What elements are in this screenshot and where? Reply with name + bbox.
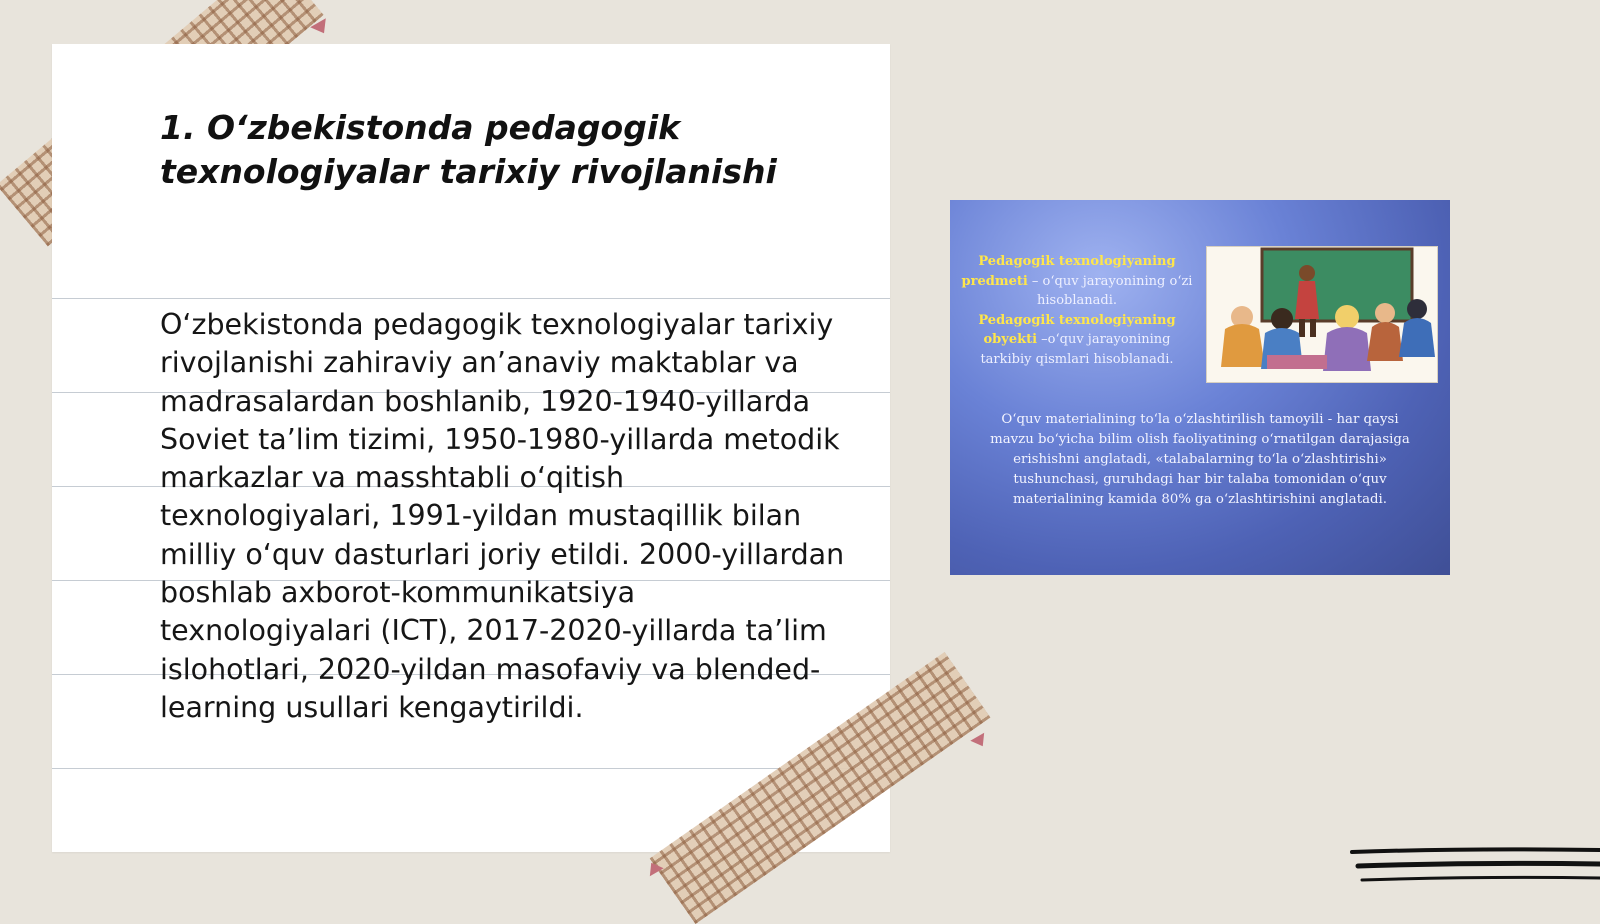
- brush-stroke-decoration: [1348, 846, 1600, 900]
- definition-predmet: – o‘quv jarayonining o‘zi hisoblanadi.: [1027, 273, 1193, 308]
- term-predmet: Pedagogik texnologiyaning predmeti: [961, 254, 1176, 289]
- ruled-line: [52, 298, 890, 299]
- slide-paragraph: O‘quv materialining to‘la o‘zlashtirilish tamoyili - har qaysi mavzu bo‘yicha bilim olish faoliyatining o‘rnatilgan darajasiga erishishni anglatadi, «talabalarning to‘la o‘zlashtirishi» tushunchasi, guruhdagi har bir talaba tomonidan o‘quv materialining kamida 80% ga o‘zlashtirishini anglatadi.: [990, 412, 1410, 507]
- term-obyekt: Pedagogik texnologiyaning obyekti: [978, 312, 1176, 347]
- slide-title: 1. O‘zbekistonda pedagogik texnologiyalar tarixiy rivojlanishi: [160, 108, 777, 191]
- ruled-line: [52, 768, 890, 769]
- notebook-paper: [52, 44, 890, 852]
- slide-body-text: O‘zbekistonda pedagogik texnologiyalar tarixiy rivojlanishi zahiraviy an’anaviy maktablar va madrasalardan boshlanib, 1920-1940-yillarda Soviet ta’lim tizimi, 1950-1980-yillarda metodik markazlar va masshtabli o‘qitish texnologiyalari, 1991-yildan mustaqillik bilan milliy o‘quv dasturlari joriy etildi. 2000-yillardan boshlab axborot-kommunikatsiya texnologiyalari (ICT), 2017-2020-yillarda ta’lim islohotlari, 2020-yildan masofaviy va blended-learning usullari kengaytirildi.: [160, 308, 845, 724]
- embedded-slide-image: [950, 200, 1450, 575]
- classroom-illustration: [1206, 246, 1438, 383]
- definition-obyekt: –o‘quv jarayonining tarkibiy qismlari hisoblanadi.: [980, 332, 1174, 367]
- pin-decoration: [970, 733, 989, 751]
- definition-block: [958, 252, 1196, 369]
